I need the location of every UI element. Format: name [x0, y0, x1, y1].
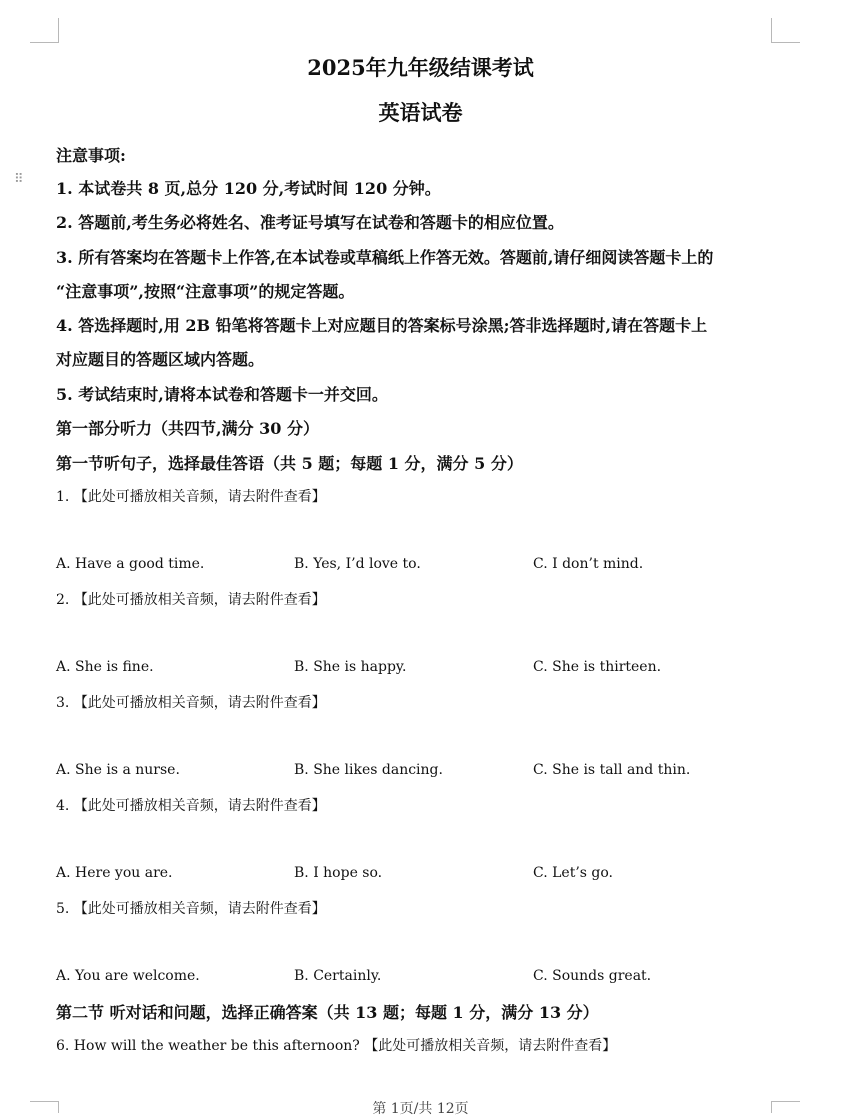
option-c: C. Sounds great. [533, 968, 652, 984]
notice-item: 2. 答题前,考生务必将姓名、准考证号填写在试卷和答题卡的相应位置。 [56, 213, 564, 232]
crop-mark-top-left [30, 18, 59, 43]
option-a: A. Have a good time. [56, 556, 205, 572]
notice-item: 4. 答选择题时,用 2B 铅笔将答题卡上对应题目的答案标号涂黑;答非选择题时,请在答题卡上 [56, 316, 708, 335]
option-c: C. Let’s go. [533, 865, 614, 881]
notice-item: 1. 本试卷共 8 页,总分 120 分,考试时间 120 分钟。 [56, 179, 441, 198]
option-c: C. I don’t mind. [533, 556, 644, 572]
option-b: B. She likes dancing. [294, 762, 443, 778]
part-heading: 第一部分听力（共四节,满分 30 分） [56, 419, 319, 438]
question-stem[interactable]: 5. 【此处可播放相关音频，请去附件查看】 [56, 901, 326, 917]
option-c: C. She is thirteen. [533, 659, 662, 675]
notice-heading: 注意事项: [56, 146, 126, 165]
notice-item: “注意事项”,按照“注意事项”的规定答题。 [56, 282, 355, 301]
option-a: A. She is fine. [56, 659, 154, 675]
option-a: A. You are welcome. [56, 968, 200, 984]
option-b: B. Certainly. [294, 968, 382, 984]
section-heading: 第二节 听对话和问题，选择正确答案（共 13 题；每题 1 分，满分 13 分） [56, 1003, 599, 1022]
crop-mark-top-right [771, 18, 800, 43]
question-stem[interactable]: 2. 【此处可播放相关音频，请去附件查看】 [56, 592, 326, 608]
question-stem[interactable]: 3. 【此处可播放相关音频，请去附件查看】 [56, 695, 326, 711]
option-b: B. I hope so. [294, 865, 383, 881]
option-a: A. She is a nurse. [56, 762, 180, 778]
drag-handle-icon[interactable]: ⠿ [14, 172, 25, 187]
question-stem[interactable]: 6. How will the weather be this afternoon? 【此处可播放相关音频，请去附件查看】 [56, 1038, 617, 1054]
question-stem[interactable]: 1. 【此处可播放相关音频，请去附件查看】 [56, 489, 326, 505]
exam-title: 2025年九年级结课考试 [307, 55, 534, 80]
option-c: C. She is tall and thin. [533, 762, 691, 778]
option-a: A. Here you are. [56, 865, 173, 881]
option-b: B. Yes, I’d love to. [294, 556, 421, 572]
exam-subtitle: 英语试卷 [378, 100, 463, 125]
section-heading: 第一节听句子，选择最佳答语（共 5 题；每题 1 分，满分 5 分） [56, 454, 523, 473]
question-stem[interactable]: 4. 【此处可播放相关音频，请去附件查看】 [56, 798, 326, 814]
notice-item: 对应题目的答题区域内答题。 [56, 350, 265, 369]
page-footer: 第 1页/共 12页 [372, 1101, 469, 1117]
option-b: B. She is happy. [294, 659, 407, 675]
notice-item: 3. 所有答案均在答题卡上作答,在本试卷或草稿纸上作答无效。答题前,请仔细阅读答题卡上的 [56, 248, 714, 267]
notice-item: 5. 考试结束时,请将本试卷和答题卡一并交回。 [56, 385, 388, 404]
